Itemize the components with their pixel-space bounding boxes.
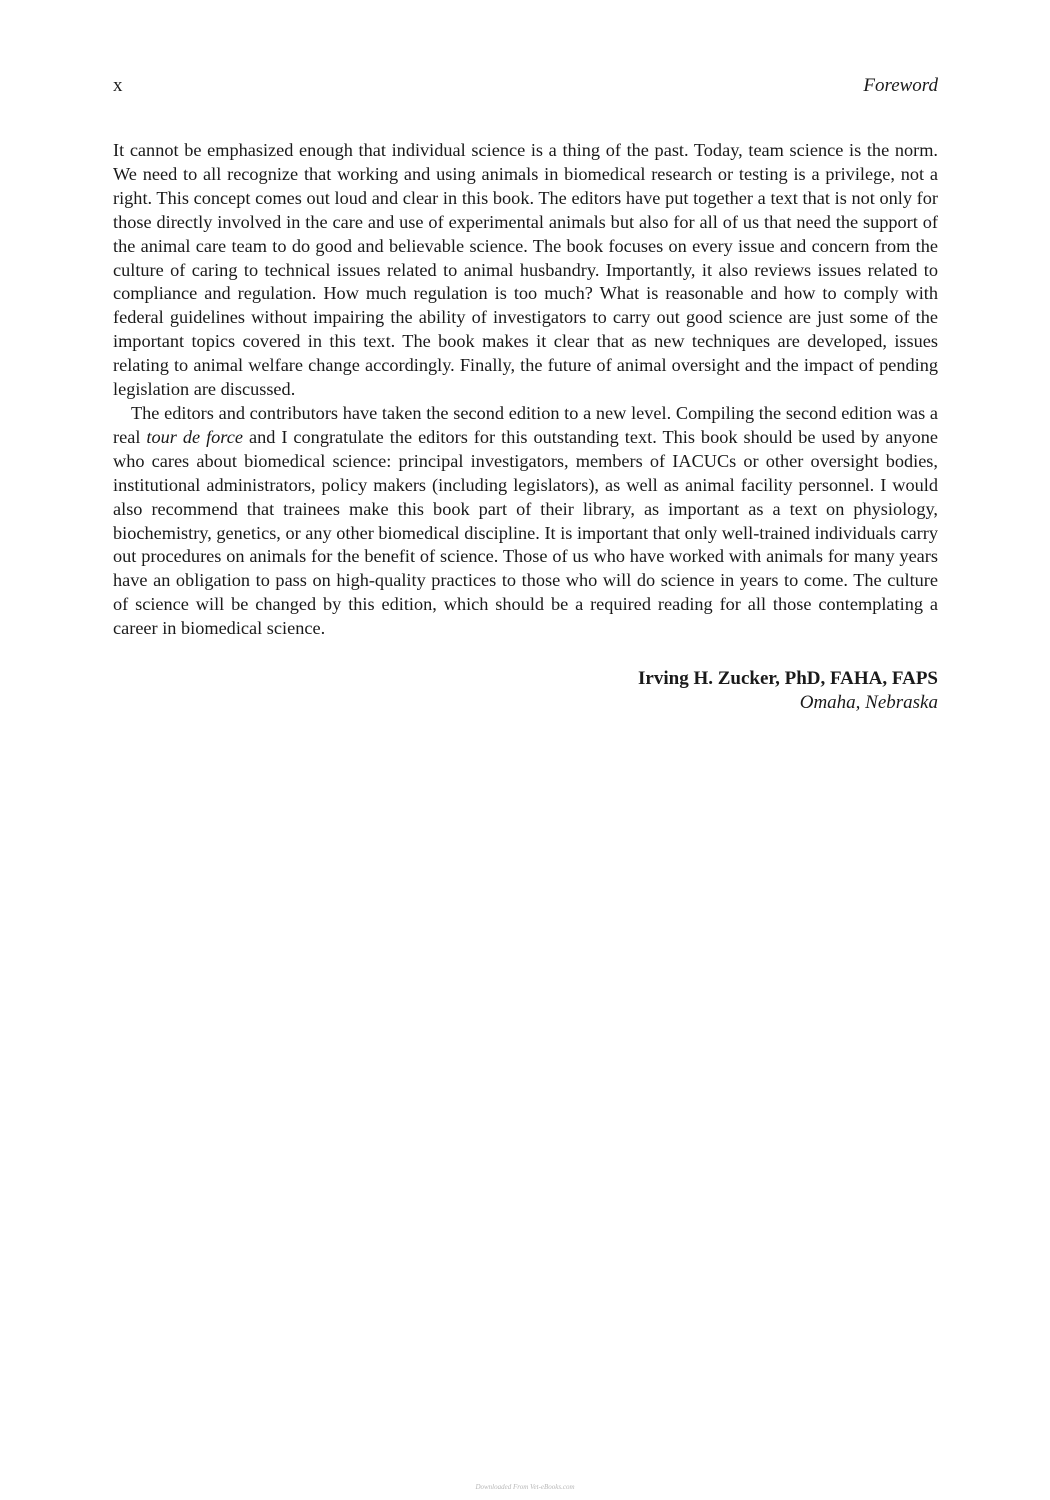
paragraph-2-end: and I congratulate the editors for this outstanding text. This book should be used by anyone who cares about biomedical science: principal investigators, members of IACUCs or other oversight bodies, institutional administrators, policy makers (including legislators), as well as animal facility personnel. I would also recommend that trainees make this book part of their library, as important as a text on physiology, biochemistry, genetics, or any other biomedical discipline. It is important that only well-trained individuals carry out procedures on animals for the benefit of science. Those of us who have worked with animals for many years have an obligation to pass on high-quality practices to those who will do science in years to come. The culture of science will be changed by this edition, which should be a required reading for all those contemplating a career in biomedical science.: [113, 426, 939, 639]
author-location: Omaha, Nebraska: [799, 692, 938, 713]
paragraph-2: [113, 402, 938, 641]
running-header: [113, 74, 938, 98]
signature-block: [638, 667, 938, 715]
page-number: x: [113, 75, 123, 96]
download-watermark: Downloaded From Vet-eBooks.com: [475, 1483, 575, 1491]
author-name: Irving H. Zucker, PhD, FAHA, FAPS: [638, 668, 938, 689]
paragraph-2-italic-phrase: tour de force: [146, 426, 243, 447]
paragraph-1: It cannot be emphasized enough that individual science is a thing of the past. Today, team science is the norm. We need to all recognize that working and using animals in biomedical research or testing is a privilege, not a right. This concept comes out loud and clear in this book. The editors have put together a text that is not only for those directly involved in the care and use of experimental animals but also for all of us that need the support of the animal care team to do good and believable science. The book focuses on every issue and concern from the culture of caring to technical issues related to animal husbandry. Importantly, it also reviews issues related to compliance and regulation. How much regulation is too much? What is reasonable and how to comply with federal guidelines without impairing the ability of investigators to carry out good science are just some of the important topics covered in this text. The book makes it clear that as new techniques are developed, issues relating to animal welfare change accordingly. Finally, the future of animal oversight and the impact of pending legislation are discussed.: [113, 140, 938, 400]
paragraph-2-start: The editors and contributors have taken the second edition to a new level. Compiling the second edition was a real: [113, 402, 938, 447]
running-section-title: Foreword: [863, 75, 938, 96]
foreword-body: [113, 139, 938, 641]
